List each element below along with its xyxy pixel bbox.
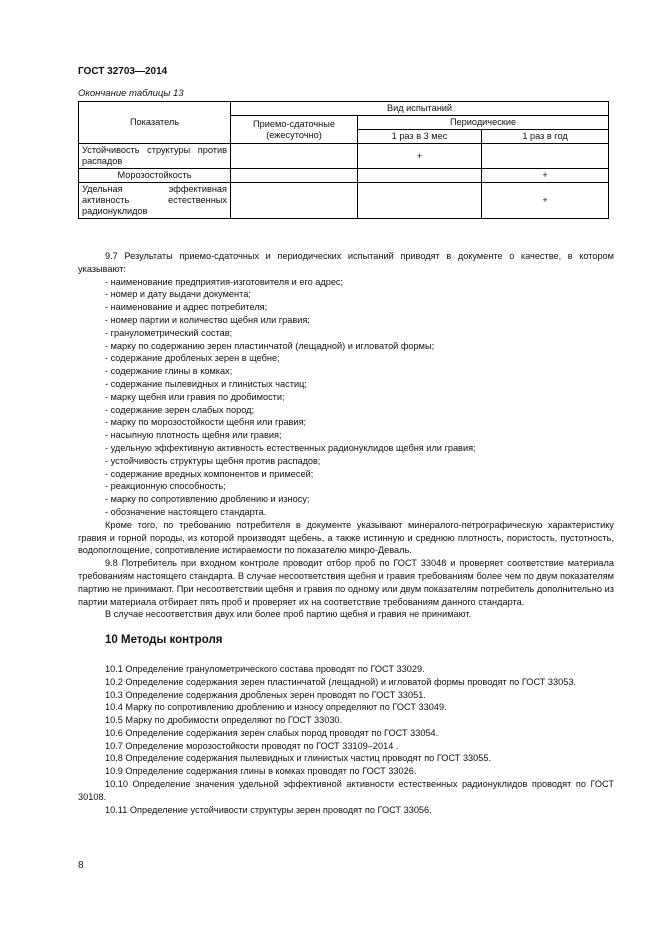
row-acceptance: [231, 144, 358, 169]
list-item: - содержание глины в комках;: [105, 366, 233, 377]
method-item: 10.7 Определение морозостойкости проводят по ГОСТ 33109–2014 .: [105, 740, 399, 751]
page-number: 8: [78, 860, 84, 871]
row-indicator: Удельная эффективная активность естественных радионуклидов: [79, 183, 231, 219]
requirements-list: [78, 276, 614, 519]
list-item: - содержание зерен слабых пород;: [105, 404, 255, 415]
row-1-year: +: [482, 169, 609, 183]
method-item: 10.5 Марку по дробимости определяют по ГОСТ 33030.: [105, 715, 343, 726]
paragraph-extra: Кроме того, по требованию потребителя в документе указывают минералого-петрографическую характеристику гравия и горной породы, из которой производят щебень, а также истинную и среднюю плотность, пористость, пустотность, водопоглощение, сопротивление истираемости по показателю микро-Деваль.: [78, 519, 614, 556]
table-row: [79, 169, 609, 183]
header-acceptance: Приемо-сдаточные (ежесуточно): [231, 116, 358, 144]
row-3-months: [358, 169, 482, 183]
list-item: - марку по содержанию зерен пластинчатой (лещадной) и игловатой формы;: [105, 340, 435, 351]
list-item: - удельную эффективную активность естественных радионуклидов щебня или гравия;: [105, 442, 476, 453]
list-item: - гранулометрический состав;: [105, 327, 233, 338]
document-body: [78, 250, 614, 816]
method-item: 10.4 Марку по сопротивлению дроблению и износу определяют по ГОСТ 33049.: [105, 702, 447, 713]
row-1-year: +: [482, 183, 609, 219]
paragraph-9-8: 9.8 Потребитель при входном контроле проводит отбор проб по ГОСТ 33048 и проверяет соответствие материала требованиям настоящего стандарта. В случае несоответствия щебня и гравия требованиям более чем по двум показателям партию не принимают. При несоответствии щебня и гравия по одному или двум показателям потребитель дополнительно из партии материала отбирает пять проб и проверяет их на соответствие требованиям данного стандарта.: [78, 558, 614, 607]
header-indicator: Показатель: [79, 102, 231, 144]
header-periodic: Периодические: [358, 116, 609, 130]
header-1-year: 1 раз в год: [482, 130, 609, 144]
section-heading: 10 Методы контроля: [105, 634, 223, 647]
paragraph-9-8-continued: В случае несоответствия двух или более проб партию щебня и гравия не принимают.: [105, 609, 472, 620]
row-indicator: Устойчивость структуры против распадов: [79, 144, 231, 169]
table-caption: Окончание таблицы 13: [78, 88, 184, 99]
list-item: - марку по сопротивлению дроблению и износу;: [105, 494, 310, 505]
header-test-type: Вид испытаний: [231, 102, 609, 116]
list-item: - обозначение настоящего стандарта.: [105, 506, 267, 517]
row-indicator: Морозостойкость: [79, 169, 231, 183]
row-acceptance: [231, 183, 358, 219]
list-item: - наименование предприятия-изготовителя и его адрес;: [105, 276, 344, 287]
list-item: - содержание дробленых зерен в щебне;: [105, 353, 280, 364]
list-item: - насыпную плотность щебня или гравия;: [105, 430, 282, 441]
row-1-year: [482, 144, 609, 169]
standard-header: ГОСТ 32703—2014: [78, 66, 168, 77]
method-item: 10.2 Определение содержания зерен пластинчатой (лещадной) и игловатой формы проводят по ГОСТ 33053.: [105, 676, 577, 687]
method-item: 10.6 Определение содержания зерен слабых пород проводят по ГОСТ 33054.: [105, 727, 439, 738]
list-item: - устойчивость структуры щебня против распадов;: [105, 455, 321, 466]
list-item: - номер партии и количество щебня или гравия;: [105, 314, 310, 325]
list-item: - марку щебня или гравия по дробимости;: [105, 391, 285, 402]
list-item: - содержание пылевидных и глинистых частиц;: [105, 378, 307, 389]
method-item: 10.3 Определение содержания дробленых зерен проводят по ГОСТ 33051.: [105, 689, 426, 700]
row-3-months: [358, 183, 482, 219]
list-item: - наименование и адрес потребителя;: [105, 302, 268, 313]
list-item: - марку по морозостойкости щебня или гравия;: [105, 417, 307, 428]
header-3-months: 1 раз в 3 мес: [358, 130, 482, 144]
table-row: [79, 144, 609, 169]
row-acceptance: [231, 169, 358, 183]
list-item: - номер и дату выдачи документа;: [105, 289, 251, 300]
paragraph-9-7: 9.7 Результаты приемо-сдаточных и периодических испытаний приводят в документе о качестве, в котором указывают:: [78, 251, 614, 274]
table-row: [79, 183, 609, 219]
method-item: 10.9 Определение содержания глины в комках проводят по ГОСТ 33026.: [105, 766, 417, 777]
methods-list: [78, 663, 614, 817]
list-item: - реакционную способность;: [105, 481, 226, 492]
method-item: 10.8 Определение содержания пылевидных и глинистых частиц проводят по ГОСТ 33055.: [105, 753, 492, 764]
list-item: - содержание вредных компонентов и примесей;: [105, 468, 314, 479]
method-item: 10.1 Определение гранулометрического состава проводят по ГОСТ 33029.: [105, 663, 425, 674]
method-item: 10.10 Определение значения удельной эффективной активности естественных радионуклидов проводят по ГОСТ 30108.: [78, 779, 614, 802]
test-schedule-table: [78, 101, 609, 219]
method-item: 10.11 Определение устойчивости структуры зерен проводят по ГОСТ 33056.: [105, 804, 432, 815]
row-3-months: +: [358, 144, 482, 169]
